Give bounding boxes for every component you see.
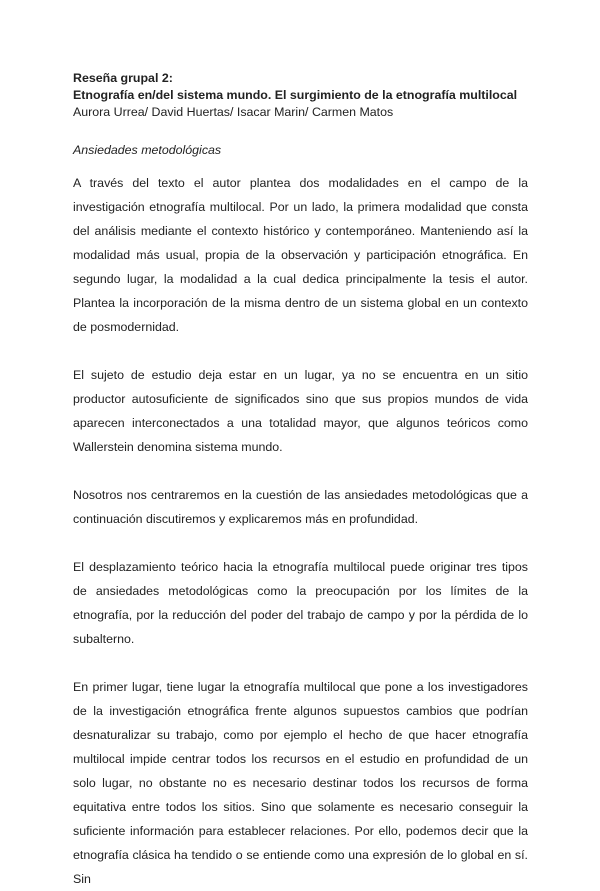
document-title: Reseña grupal 2: (73, 71, 173, 85)
paragraph: Nosotros nos centraremos en la cuestión de las ansiedades metodológicas que a continuación discutiremos y explicaremos más en profundidad. (73, 488, 528, 526)
paragraph: El desplazamiento teórico hacia la etnografía multilocal puede originar tres tipos de ansiedades metodológicas como la preocupación por los límites de la etnografía, por la reducción del poder del trabajo de campo y por la pérdida de lo subalterno. (73, 560, 528, 646)
section-heading: Ansiedades metodológicas (73, 143, 222, 157)
paragraph: A través del texto el autor plantea dos modalidades en el campo de la investigación etnografía multilocal. Por un lado, la primera modalidad que consta del análisis mediante el contexto histórico y contemporáneo. Manteniendo así la modalidad más usual, propia de la observación y participación etnográfica. En segundo lugar, la modalidad a la cual dedica principalmente la tesis el autor. Plantea la incorporación de la misma dentro de un sistema global en un contexto de posmodernidad. (73, 176, 528, 334)
paragraph: El sujeto de estudio deja estar en un lugar, ya no se encuentra en un sitio productor autosuficiente de significados sino que sus propios mundos de vida aparecen interconectados a una totalidad mayor, que algunos teóricos como Wallerstein denomina sistema mundo. (73, 368, 528, 454)
document-subtitle: Etnografía en/del sistema mundo. El surgimiento de la etnografía multilocal (73, 88, 518, 102)
paragraph: En primer lugar, tiene lugar la etnografía multilocal que pone a los investigadores de la investigación etnográfica frente algunos supuestos cambios que podrían desnaturalizar su trabajo, como por ejemplo el hecho de que hacer etnografía multilocal impide centrar todos los recursos en el estudio en profundidad de un solo lugar, no obstante no es necesario destinar todos los recursos de forma equitativa entre todos los sitios. Sino que solamente es necesario conseguir la suficiente información para establecer relaciones. Por ello, podemos decir que la etnografía clásica ha tendido o se entiende como una expresión de lo global en sí. Sin (73, 680, 528, 886)
document-authors: Aurora Urrea/ David Huertas/ Isacar Marin/ Carmen Matos (73, 105, 394, 119)
